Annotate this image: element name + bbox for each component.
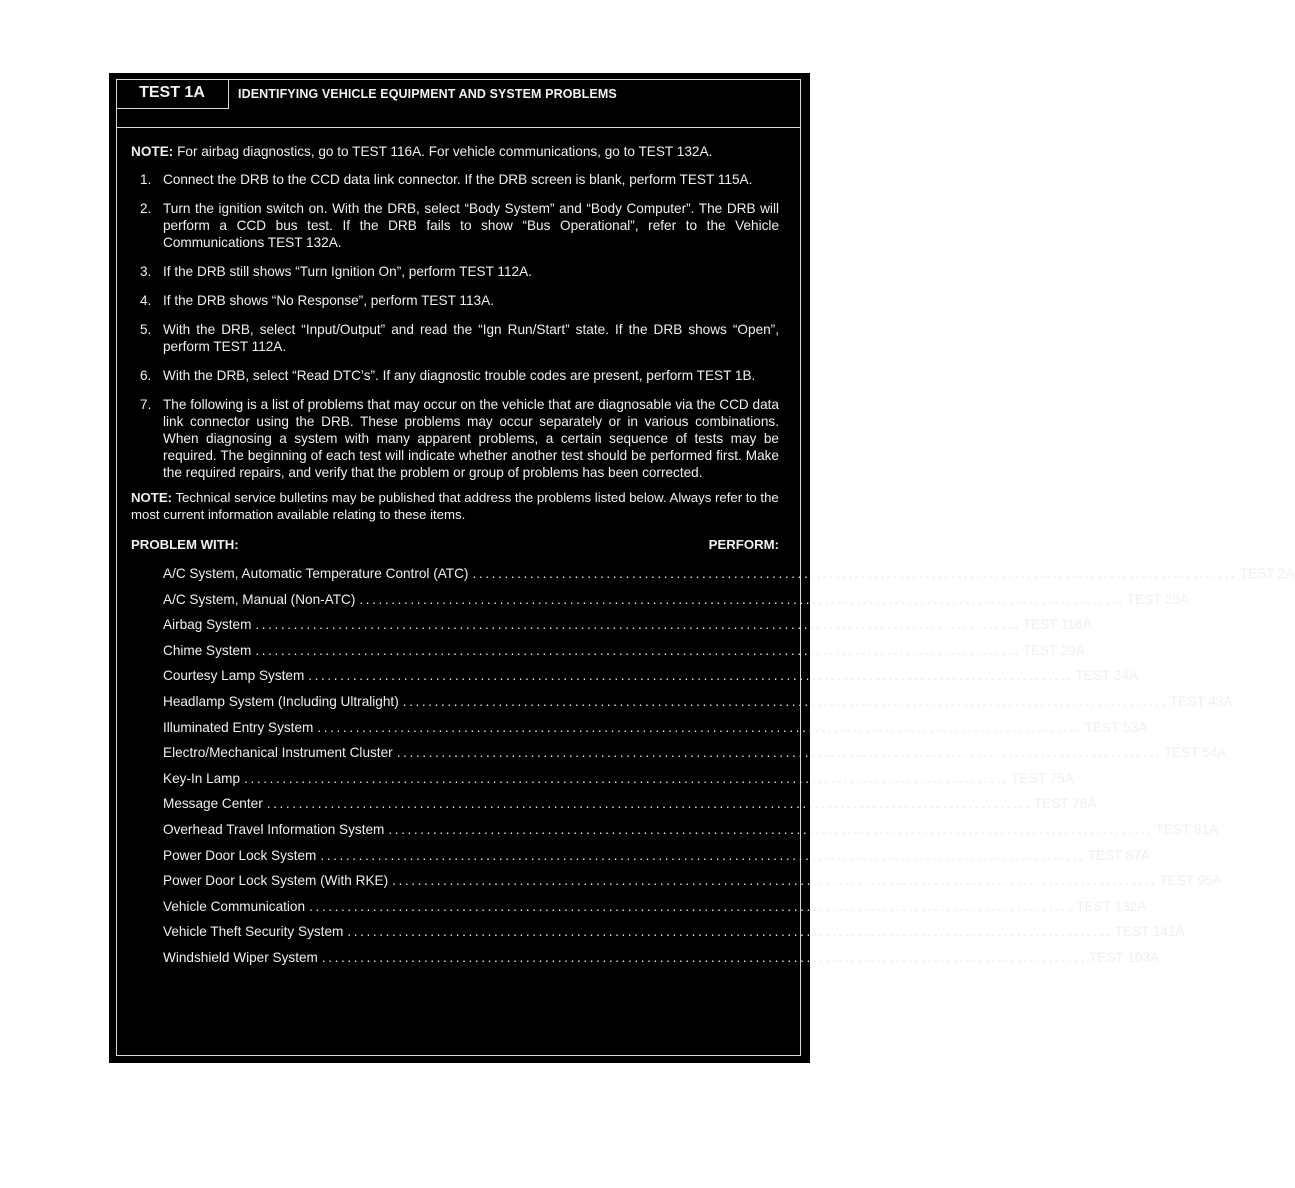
problem-name: Power Door Lock System xyxy=(163,847,317,863)
problem-name: A/C System, Automatic Temperature Control (ATC) xyxy=(163,566,469,581)
dot-leader: ........................................................................................................................ xyxy=(347,924,1113,940)
problem-name: Headlamp System (Including Ultralight) xyxy=(163,693,399,709)
step-text: The following is a list of problems that may occur on the vehicle that are diagnosable via the CCD data link connector using the DRB. These problems may occur separately or in various combinations. When diagnosing a system with many apparent problems, a certain sequence of tests may be required. The beginning of each test will indicate whether another test should be performed first. Make the required repairs, and verify that the problem or group of problems has been corrected. xyxy=(163,397,779,480)
airbag-note xyxy=(131,143,779,160)
problem-row xyxy=(163,565,1295,591)
service-bulletin-note xyxy=(131,489,779,523)
perform-label: PERFORM: xyxy=(708,537,779,552)
test-procedure-panel xyxy=(109,73,1295,1063)
dot-leader: ........................................................................................................................ xyxy=(255,642,1021,658)
problem-row xyxy=(163,719,1148,745)
problem-row xyxy=(163,898,1147,924)
problem-name: Illuminated Entry System xyxy=(163,719,314,735)
problem-test: TEST 29A xyxy=(1022,642,1086,658)
test-id: TEST 1A xyxy=(116,79,229,109)
problem-test: TEST 141A xyxy=(1114,924,1185,940)
problem-row xyxy=(163,693,1233,719)
step-number: 3. xyxy=(140,264,152,279)
problem-test: TEST 43A xyxy=(1169,693,1233,709)
problem-row xyxy=(163,770,1074,796)
procedure-step xyxy=(131,396,779,481)
step-text: Connect the DRB to the CCD data link connector. If the DRB screen is blank, perform TEST 115A. xyxy=(163,172,753,187)
note-text: For airbag diagnostics, go to TEST 116A. For vehicle communications, go to TEST 132A. xyxy=(177,144,713,159)
problem-test: TEST 132A xyxy=(1076,898,1147,914)
problem-test: TEST 75A xyxy=(1011,770,1074,786)
dot-leader: ........................................................................................................................ xyxy=(359,591,1125,607)
problem-name: Chime System xyxy=(163,642,252,658)
dot-leader: ........................................................................................................................ xyxy=(321,949,1088,965)
problem-name: Power Door Lock System (With RKE) xyxy=(163,873,389,889)
problem-test: TEST 54A xyxy=(1163,745,1227,761)
procedure-step xyxy=(131,200,779,251)
problem-test: TEST 116A xyxy=(1022,617,1092,633)
problem-row xyxy=(163,795,1097,821)
dot-leader: ........................................................................................................................ xyxy=(244,770,1010,786)
procedure-step xyxy=(131,263,779,280)
test-header xyxy=(116,79,801,128)
step-number: 6. xyxy=(140,368,152,383)
dot-leader: ........................................................................................................................ xyxy=(396,745,1162,761)
problem-test: TEST 25A xyxy=(1126,591,1190,607)
problem-row xyxy=(163,872,1222,898)
dot-leader: ........................................................................................................................ xyxy=(309,898,1075,914)
step-text: If the DRB shows “No Response”, perform TEST 113A. xyxy=(163,293,494,308)
step-text: With the DRB, select “Read DTC’s”. If any diagnostic trouble codes are present, perform TEST 1B. xyxy=(163,368,756,383)
problem-test: TEST 103A xyxy=(1089,949,1160,965)
problem-test: TEST 34A xyxy=(1075,668,1138,684)
problem-name: Vehicle Theft Security System xyxy=(163,924,344,940)
step-number: 2. xyxy=(140,201,152,216)
procedure-step xyxy=(131,292,779,309)
dot-leader: ........................................................................................................................ xyxy=(308,668,1074,684)
problem-row xyxy=(163,744,1227,770)
problem-test: TEST 2A xyxy=(1239,566,1295,581)
problem-test: TEST 95A xyxy=(1159,873,1222,889)
dot-leader: ........................................................................................................................ xyxy=(392,873,1158,889)
problem-name: Overhead Travel Information System xyxy=(163,821,385,837)
problem-name: Electro/Mechanical Instrument Cluster xyxy=(163,745,393,761)
step-number: 4. xyxy=(140,293,152,308)
problem-row xyxy=(163,616,1092,642)
problem-row xyxy=(163,591,1190,617)
test-content xyxy=(131,143,1295,975)
problem-with-label: PROBLEM WITH: xyxy=(131,537,239,552)
problem-row xyxy=(163,667,1138,693)
dot-leader: ........................................................................................................................ xyxy=(266,796,1032,812)
dot-leader: ........................................................................................................................ xyxy=(255,617,1021,633)
problem-row xyxy=(163,949,1160,975)
problem-row xyxy=(163,923,1185,949)
problem-name: Key-In Lamp xyxy=(163,770,241,786)
problem-test: TEST 53A xyxy=(1084,719,1148,735)
problem-row xyxy=(163,821,1219,847)
step-text: Turn the ignition switch on. With the DRB, select “Body System” and “Body Computer”. The DRB will perform a CCD bus test. If the DRB fails to show “Bus Operational”, refer to the Vehicle Communications TEST 132A. xyxy=(163,201,779,250)
step-number: 5. xyxy=(140,322,152,337)
dot-leader: ........................................................................................................................ xyxy=(388,821,1154,837)
test-title: IDENTIFYING VEHICLE EQUIPMENT AND SYSTEM PROBLEMS xyxy=(238,87,617,101)
note-label: NOTE: xyxy=(131,490,173,505)
procedure-steps xyxy=(131,171,779,481)
problem-list xyxy=(131,565,1295,975)
problem-test: TEST 78A xyxy=(1033,796,1097,812)
problem-name: Message Center xyxy=(163,796,263,812)
problem-row xyxy=(163,642,1086,668)
problem-name: Courtesy Lamp System xyxy=(163,668,305,684)
problem-list-header xyxy=(131,536,779,553)
dot-leader: ........................................................................................................................ xyxy=(402,693,1168,709)
step-number: 7. xyxy=(140,397,152,412)
problem-name: Vehicle Communication xyxy=(163,898,306,914)
procedure-step xyxy=(131,171,779,188)
problem-test: TEST 87A xyxy=(1087,847,1151,863)
dot-leader: ........................................................................................................................ xyxy=(320,847,1086,863)
problem-name: A/C System, Manual (Non-ATC) xyxy=(163,591,356,607)
step-text: With the DRB, select “Input/Output” and read the “Ign Run/Start” state. If the DRB shows “Open”, perform TEST 112A. xyxy=(163,322,779,354)
note-text: Technical service bulletins may be published that address the problems listed below. Always refer to the most current information available relating to these items. xyxy=(131,490,779,522)
procedure-step xyxy=(131,367,779,384)
problem-name: Windshield Wiper System xyxy=(163,949,318,965)
procedure-step xyxy=(131,321,779,355)
note-label: NOTE: xyxy=(131,144,174,159)
problem-name: Airbag System xyxy=(163,617,252,633)
dot-leader: ........................................................................................................................ xyxy=(472,566,1238,581)
dot-leader: ........................................................................................................................ xyxy=(317,719,1083,735)
problem-row xyxy=(163,847,1151,873)
step-number: 1. xyxy=(140,172,152,187)
problem-test: TEST 81A xyxy=(1155,821,1219,837)
step-text: If the DRB still shows “Turn Ignition On”, perform TEST 112A. xyxy=(163,264,532,279)
